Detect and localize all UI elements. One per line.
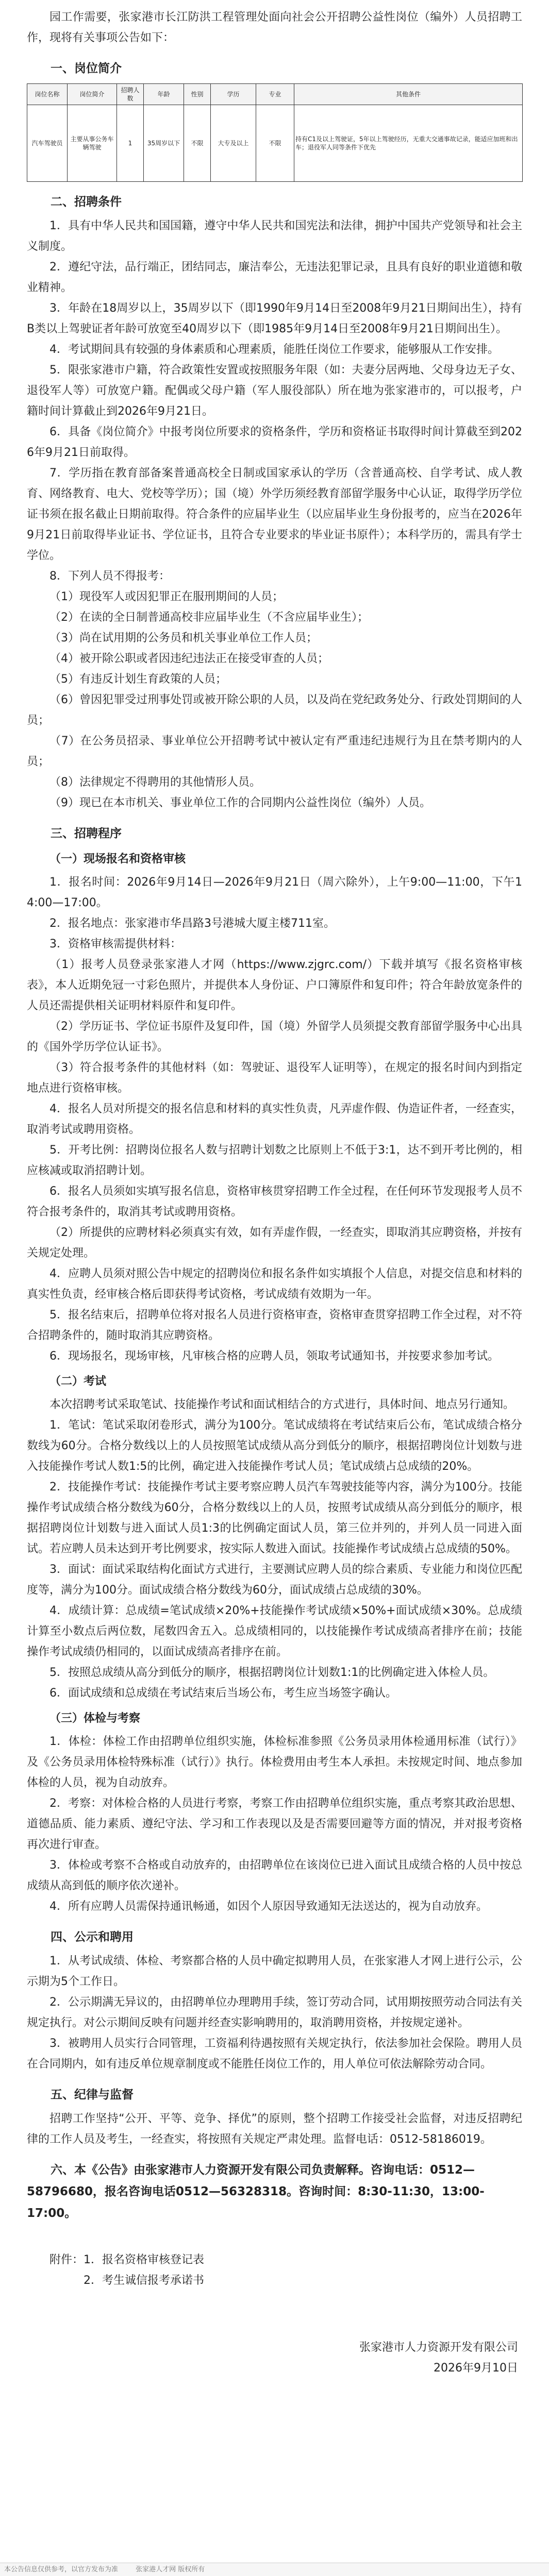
subsection-title: （一）现场报名和资格审核 [49,853,186,866]
body-paragraph: （6）曾因犯罪受过刑事处罚或被开除公职的人员，以及尚在党纪政务处分、行政处罚期间的人员； [27,693,522,727]
section-5-title: 五、纪律与监督 [51,2088,134,2102]
body-paragraph: （2）在读的全日制普通高校非应届毕业生（不含应届毕业生）； [49,611,369,624]
signature-block [27,2337,522,2379]
section-3-title: 三、招聘程序 [51,827,122,840]
body-paragraph: 3．被聘用人员实行合同管理，工资福利待遇按照有关规定执行，依法参加社会保险。聘用人员在合同期内，如有违反单位规章制度或不能胜任岗位工作的，用人单位可依法解除劳动合同。 [27,2037,522,2071]
signature-org: 张家港市人力资源开发有限公司 [359,2341,518,2354]
body-paragraph: 2．遵纪守法，品行端正，团结同志，廉洁奉公，无违法犯罪记录，且具有良好的职业道德和敬业精神。 [27,261,522,294]
attachment-item[interactable]: 2．考生诚信报考承诺书 [84,2274,204,2287]
table-header: 专业 [256,84,294,105]
body-paragraph: 1．从考试成绩、体检、考察都合格的人员中确定拟聘用人员，在张家港人才网上进行公示，公示期为5个工作日。 [27,1955,522,1988]
signature-date: 2026年9月10日 [434,2362,518,2375]
footer-strip [0,2563,549,2576]
body-paragraph: 招聘工作坚持“公开、平等、竞争、择优”的原则，整个招聘工作接受社会监督，对违反招聘纪律的工作人员及考生，一经查实，将按照有关规定严肃处理。监督电话：0512-58186019。 [27,2112,522,2146]
table-header: 岗位简介 [68,84,117,105]
body-paragraph: 6．具备《岗位简介》中报考岗位所要求的资格条件，学历和资格证书取得时间计算截至到2026年9月21日前取得。 [27,426,522,459]
section-6-title: 六、本《公告》由张家港市人力资源开发有限公司负责解释。咨询电话：0512—58796680，报名咨询电话0512—56328318。咨询时间：8:30-11:30，13:00-17:00。 [27,2163,485,2220]
body-paragraph: 5．限张家港市户籍，符合政策性安置或按照服务年限（如：夫妻分居两地、父母身边无子女、退役军人等）可放宽户籍。配偶或父母户籍（军人服役部队）所在地为张家港市的，可以报考，户籍时间计算截止到2026年9月21日。 [27,364,522,418]
table-cell: 持有C1及以上驾驶证，5年以上驾驶经历，无重大交通事故记录，能适应加班和出车；退役军人同等条件下优先 [294,105,523,182]
body-paragraph: 4．应聘人员须对照公告中规定的招聘岗位和报名条件如实填报个人信息，对提交信息和材料的真实性负责，经审核合格后即获得考试资格，考试成绩有效期为一年。 [27,1267,522,1301]
table-cell: 汽车驾驶员 [27,105,68,182]
body-paragraph: 5．开考比例：招聘岗位报名人数与招聘计划数之比原则上不低于3:1，达不到开考比例的，相应核减或取消招聘计划。 [27,1144,522,1177]
body-paragraph: （9）现已在本市机关、事业单位工作的合同期内公益性岗位（编外）人员。 [49,796,431,809]
body-paragraph: 2．技能操作考试：技能操作考试主要考察应聘人员汽车驾驶技能等内容，满分为100分。技能操作考试成绩合格分数线为60分，合格分数线以上的人员，按照考试成绩从高分到低分的顺序，根据招聘岗位计划数与进入面试人员1:3的比例确定面试人员，第三位并列的，并列人员一同进入面试。若应聘人员未达到开考比例要求，按实际人数进入面试。技能操作考试成绩占总成绩的50%。 [27,1481,522,1555]
table-header-row [27,84,523,105]
body-paragraph: （3）符合报考条件的其他材料（如：驾驶证、退役军人证明等），在规定的报名时间内到指定地点进行资格审核。 [27,1061,522,1095]
footer-left-text: 本公告信息仅供参考，以官方发布为准 [4,2566,119,2573]
body-paragraph: 4．报名人员对所提交的报名信息和材料的真实性负责，凡弄虚作假、伪造证件者，一经查实，取消考试或聘用资格。 [27,1103,522,1136]
positions-table [27,83,523,182]
body-paragraph: （5）有违反计划生育政策的人员； [49,673,227,686]
subsection-title: （三）体检与考察 [49,1712,141,1725]
section-4-title: 四、公示和聘用 [51,1930,134,1944]
body-paragraph: （2）学历证书、学位证书原件及复印件，国（境）外留学人员须提交教育部留学服务中心出具的《国外学历学位认证书》。 [27,1020,522,1054]
body-paragraph: 本次招聘考试采取笔试、技能操作考试和面试相结合的方式进行，具体时间、地点另行通知。 [49,1398,515,1411]
body-paragraph: 8．下列人员不得报考： [49,570,170,583]
subsection-title: （二）考试 [49,1375,107,1388]
table-header: 年龄 [144,84,184,105]
table-cell: 不限 [256,105,294,182]
table-header: 学历 [211,84,256,105]
table-header: 岗位名称 [27,84,68,105]
attachments-label-text: 附件： [49,2253,84,2266]
body-paragraph: 3．体检或考察不合格或自动放弃的，由招聘单位在该岗位已进入面试且成绩合格的人员中按总成绩从高到低的顺序依次递补。 [27,1859,522,1892]
footer-right-text: 张家港人才网 版权所有 [136,2566,205,2573]
attachment-item[interactable]: 1．报名资格审核登记表 [84,2253,205,2266]
body-paragraph: 3．资格审核需提供材料： [49,938,181,951]
section-1-title: 一、岗位简介 [51,62,122,75]
table-row [27,105,523,182]
body-paragraph: 6．现场报名，现场审核，凡审核合格的应聘人员，领取考试通知书，并按要求参加考试。 [49,1350,500,1363]
body-paragraph: 1．具有中华人民共和国国籍，遵守中华人民共和国宪法和法律，拥护中国共产党领导和社会主义制度。 [27,219,522,253]
table-cell: 1 [117,105,144,182]
body-paragraph: 5．报名结束后，招聘单位将对报名人员进行资格审查，资格审查贯穿招聘工作全过程，对不符合招聘条件的，随时取消其应聘资格。 [27,1309,522,1342]
table-cell: 35周岁以下 [144,105,184,182]
body-paragraph: 1．体检：体检工作由招聘单位组织实施，体检标准参照《公务员录用体检通用标准（试行）》及《公务员录用体检特殊标准（试行）》执行。体检费用由考生本人承担。未按规定时间、地点参加体检的人员，视为自动放弃。 [27,1735,522,1789]
attachments-block [27,2250,522,2291]
section-2-title: 二、招聘条件 [51,195,122,209]
body-paragraph: 2．报名地点：张家港市华昌路3号港城大厦主楼711室。 [49,917,335,930]
body-paragraph: 3．面试：面试采取结构化面试方式进行，主要测试应聘人员的综合素质、专业能力和岗位匹配度等，满分为100分。面试成绩合格分数线为60分，面试成绩占总成绩的30%。 [27,1563,522,1597]
table-header: 招聘人数 [117,84,144,105]
table-header: 性别 [184,84,211,105]
body-paragraph: （3）尚在试用期的公务员和机关事业单位工作人员； [49,632,318,645]
body-paragraph: （7）在公务员招录、事业单位公开招聘考试中被认定有严重违纪违规行为且在禁考期内的人员； [27,735,522,768]
body-paragraph: （1）现役军人或因犯罪正在服刑期间的人员； [49,590,284,603]
body-paragraph: （2）所提供的应聘材料必须真实有效，如有弄虚作假，一经查实，即取消其应聘资格，并按有关规定处理。 [27,1226,522,1260]
body-paragraph: 4．考试期间具有较强的身体素质和心理素质，能胜任岗位工作要求，能够服从工作安排。 [49,343,500,356]
table-cell: 不限 [184,105,211,182]
body-paragraph: （1）报考人员登录张家港人才网（https://www.zjgrc.com/）下载并填写《报名资格审核表》，本人近期免冠一寸彩色照片，并提供本人身份证、户口簿原件和复印件；符合年龄放宽条件的人员还需提供相关证明材料原件和复印件。 [27,958,522,1012]
body-paragraph: 1．报名时间：2026年9月14日—2026年9月21日（周六除外），上午9:00—11:00，下午14:00—17:00。 [27,876,522,909]
table-cell: 主要从事公务车辆驾驶 [68,105,117,182]
table-cell: 大专及以上 [211,105,256,182]
body-paragraph: 1．笔试：笔试采取闭卷形式，满分为100分。笔试成绩将在考试结束后公布，笔试成绩合格分数线为60分。合格分数线以上的人员按照笔试成绩从高分到低分的顺序，根据招聘岗位计划数与进入技能操作考试人数1:5的比例，确定进入技能操作考试人员；笔试成绩占总成绩的20%。 [27,1419,522,1473]
body-paragraph: 4．成绩计算：总成绩=笔试成绩×20%+技能操作考试成绩×50%+面试成绩×30%。总成绩计算至小数点后两位数，尾数四舍五入。总成绩相同的，以技能操作考试成绩高者排序在前；技能操作考试成绩仍相同的，以面试成绩高者排序在前。 [27,1604,522,1658]
table-header: 其他条件 [294,84,523,105]
body-paragraph: 2．公示期满无异议的，由招聘单位办理聘用手续，签订劳动合同，试用期按照劳动合同法有关规定执行。对公示期间反映有问题并经查实影响聘用的，取消聘用资格，并按规定递补。 [27,1996,522,2029]
body-paragraph: （4）被开除公职或者因违纪违法正在接受审查的人员； [49,652,329,665]
body-paragraph: 6．面试成绩和总成绩在考试结束后当场公布，考生应当场签字确认。 [49,1687,397,1700]
body-paragraph: （8）法律规定不得聘用的其他情形人员。 [49,776,261,789]
body-paragraph: 6．报名人员须如实填写报名信息，资格审核贯穿招聘工作全过程，在任何环节发现报考人员不符合报考条件的，取消其考试或聘用资格。 [27,1185,522,1218]
body-paragraph: 5．按照总成绩从高分到低分的顺序，根据招聘岗位计划数1:1的比例确定进入体检人员。 [49,1666,495,1679]
body-paragraph: 2．考察：对体检合格的人员进行考察，考察工作由招聘单位组织实施，重点考察其政治思想、道德品质、能力素质、遵纪守法、学习和工作表现以及是否需要回避等方面的情况，并对报考资格再次进行审查。 [27,1797,522,1851]
body-paragraph: 7．学历指在教育部备案普通高校全日制或国家承认的学历（含普通高校、自学考试、成人教育、网络教育、电大、党校等学历）；国（境）外学历须经教育部留学服务中心认证，取得学历学位证书须在报名截止日期前取得。符合条件的应届毕业生（以应届毕业生身份报考的，应当在2026年9月21日前取得毕业证书、学位证书，且符合专业要求的毕业证书原件）；本科学历的，需具有学士学位。 [27,467,522,562]
body-paragraph: 3．年龄在18周岁以上，35周岁以下（即1990年9月14日至2008年9月21日期间出生），持有B类以上驾驶证者年龄可放宽至40周岁以下（即1985年9月14日至2008年9月21日期间出生）。 [27,302,522,335]
attachment-item-row [27,2270,522,2291]
attachments-label [27,2250,522,2270]
intro-paragraph: 园工作需要，张家港市长江防洪工程管理处面向社会公开招聘公益性岗位（编外）人员招聘工作，现将有关事项公告如下： [27,11,522,44]
body-paragraph: 4．所有应聘人员需保持通讯畅通，如因个人原因导致通知无法送达的，视为自动放弃。 [49,1900,488,1913]
